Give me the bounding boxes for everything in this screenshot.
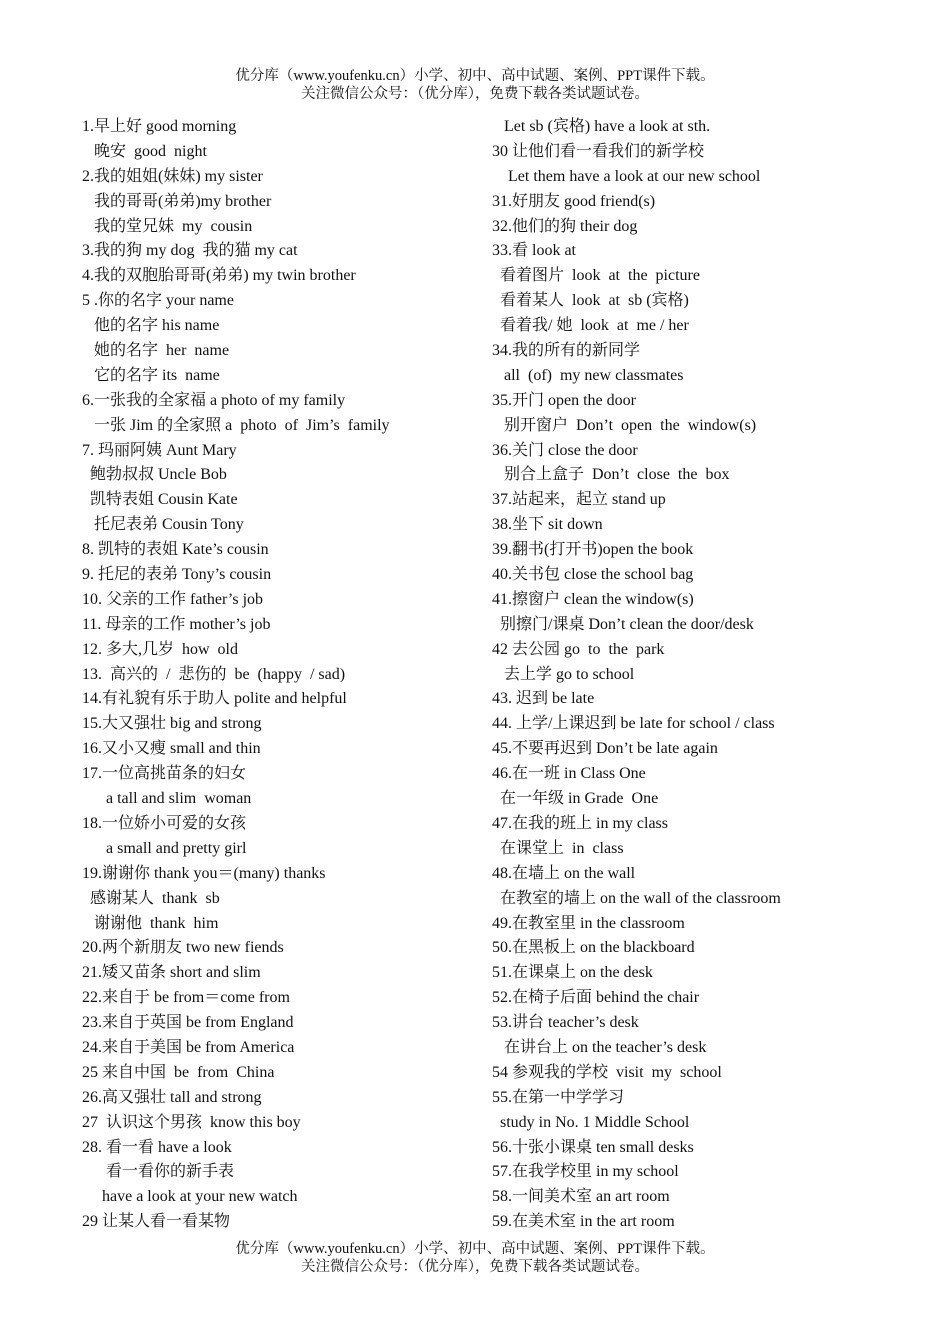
vocab-line: 39.翻书(打开书)open the book [492,541,694,559]
vocab-line: 3.我的狗 my dog 我的猫 my cat [82,242,298,260]
vocab-line: 11. 母亲的工作 mother’s job [82,615,271,633]
vocab-line: 在讲台上 on the teacher’s desk [492,1038,707,1056]
right-column [492,115,912,1235]
vocab-line: 23.来自于英国 be from England [82,1014,294,1032]
vocab-line: 12. 多大,几岁 how old [82,640,239,658]
vocab-line: 29 让某人看一看某物 [82,1213,231,1231]
vocab-line: 50.在黑板上 on the blackboard [492,939,695,957]
vocab-line: 我的哥哥(弟弟)my brother [82,192,272,210]
vocab-line: study in No. 1 Middle School [492,1113,690,1131]
vocab-line: 47.在我的班上 in my class [492,814,668,832]
vocab-line: 26.高又强壮 tall and strong [82,1088,262,1106]
vocab-line: 10. 父亲的工作 father’s job [82,590,264,608]
page-header [0,67,950,103]
vocab-line: 4.我的双胞胎哥哥(弟弟) my twin brother [82,267,356,285]
vocab-line: 5 .你的名字 your name [82,292,234,310]
vocab-line: 13. 高兴的 / 悲伤的 be (happy / sad) [82,665,346,683]
vocab-line: 谢谢他 thank him [82,914,219,932]
vocab-line: 31.好朋友 good friend(s) [492,192,656,210]
vocab-line: 22.来自于 be from＝come from [82,989,290,1007]
page-footer [0,1240,950,1276]
vocab-line: 9. 托尼的表弟 Tony’s cousin [82,566,272,584]
vocab-line: 35.开门 open the door [492,391,636,409]
vocab-line: 去上学 go to school [492,665,635,683]
vocab-line: 55.在第一中学学习 [492,1088,625,1106]
vocab-line: 37.站起来，起立 stand up [492,491,666,509]
vocab-line: 41.擦窗户 clean the window(s) [492,590,694,608]
vocab-line: 43. 迟到 be late [492,690,595,708]
vocab-line: 42 去公园 go to the park [492,640,665,658]
vocab-line: 58.一间美术室 an art room [492,1188,670,1206]
vocab-line: a tall and slim woman [82,790,252,808]
vocab-line: 看一看你的新手表 [82,1163,235,1181]
vocab-line: all (of) my new classmates [492,366,684,384]
vocab-line: 57.在我学校里 in my school [492,1163,679,1181]
vocab-line: Let sb (宾格) have a look at sth. [492,118,711,135]
vocab-line: 51.在课桌上 on the desk [492,964,653,982]
vocab-line: 16.又小又瘦 small and thin [82,740,261,758]
vocab-line: 15.大又强壮 big and strong [82,715,262,733]
vocab-line: 在课堂上 in class [492,839,624,857]
vocab-line: 2.我的姐姐(妹妹) my sister [82,167,263,185]
vocab-line: 8. 凯特的表姐 Kate’s cousin [82,541,269,559]
vocab-line: 38.坐下 sit down [492,516,603,534]
vocab-line: 看着我/ 她 look at me / her [492,317,689,335]
vocab-line: 36.关门 close the door [492,441,638,459]
vocab-line: 它的名字 its name [82,366,220,384]
vocab-line: 44. 上学/上课迟到 be late for school / class [492,715,775,733]
vocab-line: 在一年级 in Grade One [492,790,659,808]
left-column [82,115,482,1235]
vocab-line: 他的名字 his name [82,317,220,335]
vocab-line: 17.一位高挑苗条的妇女 [82,765,247,783]
vocab-line: 27 认识这个男孩 know this boy [82,1113,301,1131]
vocab-line: 她的名字 her name [82,342,230,360]
vocab-line: 54 参观我的学校 visit my school [492,1063,722,1081]
vocab-line: 18.一位娇小可爱的女孩 [82,814,247,832]
vocab-line: 20.两个新朋友 two new fiends [82,939,284,957]
vocab-line: 56.十张小课桌 ten small desks [492,1138,694,1156]
vocab-line: 59.在美术室 in the art room [492,1213,675,1231]
vocab-line: 52.在椅子后面 behind the chair [492,989,700,1007]
vocab-line: 6.一张我的全家福 a photo of my family [82,391,346,409]
vocab-line: 49.在教室里 in the classroom [492,914,685,932]
header-line-2: 关注微信公众号：（优分库），免费下载各类试题试卷。 [301,86,649,102]
vocab-line: 别开窗户 Don’t open the window(s) [492,416,757,434]
vocab-line: 46.在一班 in Class One [492,765,646,783]
vocab-line: 45.不要再迟到 Don’t be late again [492,740,718,758]
vocab-line: 感谢某人 thank sb [82,889,220,907]
vocab-line: 鲍勃叔叔 Uncle Bob [82,466,227,484]
vocab-line: 19.谢谢你 thank you＝(many) thanks [82,864,326,882]
vocab-line: 7. 玛丽阿姨 Aunt Mary [82,441,237,459]
vocab-line: a small and pretty girl [82,839,247,857]
vocab-line: 别擦门/课桌 Don’t clean the door/desk [492,615,754,633]
vocab-line: have a look at your new watch [82,1188,298,1206]
vocab-line: 一张 Jim 的全家照 a photo of Jim’s family [82,416,390,434]
vocab-line: 1.早上好 good morning [82,118,237,135]
vocab-line: 21.矮又苗条 short and slim [82,964,261,982]
footer-line-2: 关注微信公众号：（优分库），免费下载各类试题试卷。 [301,1259,649,1275]
vocab-line: 40.关书包 close the school bag [492,566,694,584]
vocab-line: 晚安 good night [82,142,207,160]
vocab-line: 32.他们的狗 their dog [492,217,638,235]
vocab-line: 看着某人 look at sb (宾格) [492,292,689,310]
header-line-1: 优分库（www.youfenku.cn）小学、初中、高中试题、案例、PPT课件下载。 [235,68,715,84]
vocab-line: 30 让他们看一看我们的新学校 [492,142,705,160]
vocab-line: 凯特表姐 Cousin Kate [82,491,238,509]
vocab-line: 14.有礼貌有乐于助人 polite and helpful [82,690,347,708]
vocab-line: 别合上盒子 Don’t close the box [492,466,730,484]
footer-line-1: 优分库（www.youfenku.cn）小学、初中、高中试题、案例、PPT课件下载。 [235,1241,715,1257]
vocab-line: 看着图片 look at the picture [492,267,700,285]
vocab-line: 28. 看一看 have a look [82,1138,232,1156]
vocab-line: 33.看 look at [492,242,576,260]
vocab-line: 在教室的墙上 on the wall of the classroom [492,889,781,907]
vocab-line: 48.在墙上 on the wall [492,864,636,882]
vocab-line: 24.来自于美国 be from America [82,1038,295,1056]
vocab-line: 25 来自中国 be from China [82,1063,275,1081]
vocab-line: 53.讲台 teacher’s desk [492,1014,639,1032]
vocab-line: 我的堂兄妹 my cousin [82,217,253,235]
vocab-line: 34.我的所有的新同学 [492,342,641,360]
vocab-line: Let them have a look at our new school [492,167,761,185]
vocab-line: 托尼表弟 Cousin Tony [82,516,244,534]
